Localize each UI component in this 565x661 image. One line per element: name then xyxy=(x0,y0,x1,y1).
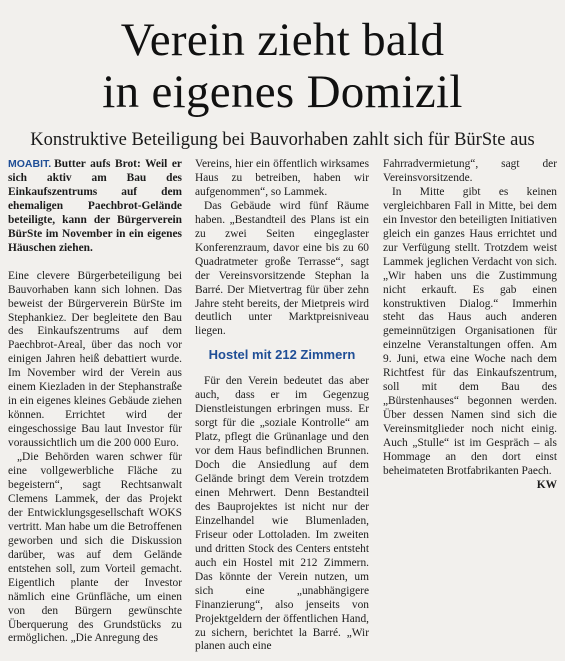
author-initials: KW xyxy=(536,478,557,491)
headline-line-1: Verein zieht bald xyxy=(120,14,445,66)
article-column-1 xyxy=(8,158,182,658)
headline-line-2: in eigenes Domizil xyxy=(102,66,463,118)
paragraph-3: Das Gebäude wird fünf Räume haben. „Bestandteil des Plans ist ein zu zwei Seiten eingeglaster Konferenzraum, davor eine bis zu 60 Quadratmeter große Terrasse“, sagt der Vereinsvorsitzende Stephan la Barré. Der Mietvertrag für über zehn Jahre steht bereits, der Mietpreis wird deutlich unter Marktpreisniveau liegen. xyxy=(195,199,369,338)
article-lead xyxy=(8,158,182,256)
paragraph-1: Eine clevere Bürgerbeteiligung bei Bauvorhaben kann sich lohnen. Das beweist der Bürgerverein BürSte im Stephankiez. Der begleitete den Bau des Einkaufszentrums auf dem Paechbrot-Areal, über das noch vor einigen Jahren heiß debattiert wurde. Im November wird der Verein aus einem Kiezladen in der Stephanstraße in ein eigenes kleines Gebäude ziehen können. Errichtet wird der eingeschossige Bau laut Investor für voraussichtlich um die 200 000 Euro. xyxy=(8,269,182,450)
paragraph-5 xyxy=(383,185,557,491)
section-subhead: Hostel mit 212 Zimmern xyxy=(208,347,356,363)
paragraph-5-text: In Mitte gibt es keinen vergleichbaren Fall in Mitte, bei dem ein Investor den beteiligten Initiativen gleich ein ganzes Haus errichtet und zur Verfügung stellt. Trotzdem weist Lammek jeglichen Verdacht von sich. „Wir haben uns die Zustimmung nicht erkauft. Es gab einen konstruktiven Dialog.“ Immerhin steht das Haus auch anderen gemeinnützigen Organisationen für einzelne Veranstaltungen offen. Am 9. Juni, etwa eine Woche nach dem Richtfest für das Einkaufszentrum, soll mit dem Bau des „Bürstenhauses“ begonnen werden. Über dessen Namen sind sich die Vereinsmitglieder noch nicht einig. Auch „Stulle“ ist im Gespräch – als Hommage an den dort einst beheimateten Brotfabrikanten Paech. xyxy=(383,185,557,477)
dateline: MOABIT. xyxy=(8,158,52,170)
paragraph-4-continued: Fahrradvermietung“, sagt der Vereinsvorsitzende. xyxy=(383,158,557,184)
article-column-2 xyxy=(195,158,369,658)
paragraph-2-continued: Vereins, hier ein öffentlich wirksames Haus zu betreiben, haben wir aufgenommen“, so Lammek. xyxy=(195,158,369,198)
headline xyxy=(0,14,565,118)
paragraph-2: „Die Behörden waren schwer für eine vollgewerbliche Fläche zu begeistern“, sagt Rechtsanwalt Clemens Lammek, der das Projekt der Entwicklungsgesellschaft WOKS vertritt. Man habe um die Betroffenen geworben und sich die Diskussion darüber, was auf dem Gelände entstehen soll, zum Vorteil gemacht. Eigentlich plante der Investor nämlich eine Grünfläche, um einen von den Bürgern gewünschte Überquerung des Grundstücks zu ermöglichen. „Die Anregung des xyxy=(8,451,182,645)
article-column-3 xyxy=(383,158,557,658)
paragraph-4: Für den Verein bedeutet das aber auch, dass er im Gegenzug Dienstleistungen erbringen muss. Er sorgt für die „soziale Kontrolle“ am Platz, pflegt die Grünanlage und den vor dem Haus befindlichen Brunnen. Doch die Ansiedlung auf dem Gelände bringt dem Verein trotzdem einen Mehrwert. Denn Bestandteil des Bauprojektes ist nicht nur der Einzelhandel wie Blumenladen, Friseur oder Lottoladen. Im zweiten und dritten Stock des Centers entsteht auch ein Hostel mit 212 Zimmern. Das könnte der Verein nutzen, um sich eine „unabhängigere Finanzierung“, also jenseits von Projektgeldern der öffentlichen Hand, zu sichern, berichtet la Barré. „Wir planen auch eine xyxy=(195,375,369,653)
subheadline: Konstruktive Beteiligung bei Bauvorhaben zahlt sich für BürSte aus xyxy=(30,130,535,150)
lead-text: Butter aufs Brot: Weil er sich aktiv am Bau des Einkaufszentrums auf dem ehemaligen Paechbrot-Gelände beteiligte, kann der Bürgerverein BürSte im November in ein eigenes Häuschen ziehen. xyxy=(8,158,182,254)
